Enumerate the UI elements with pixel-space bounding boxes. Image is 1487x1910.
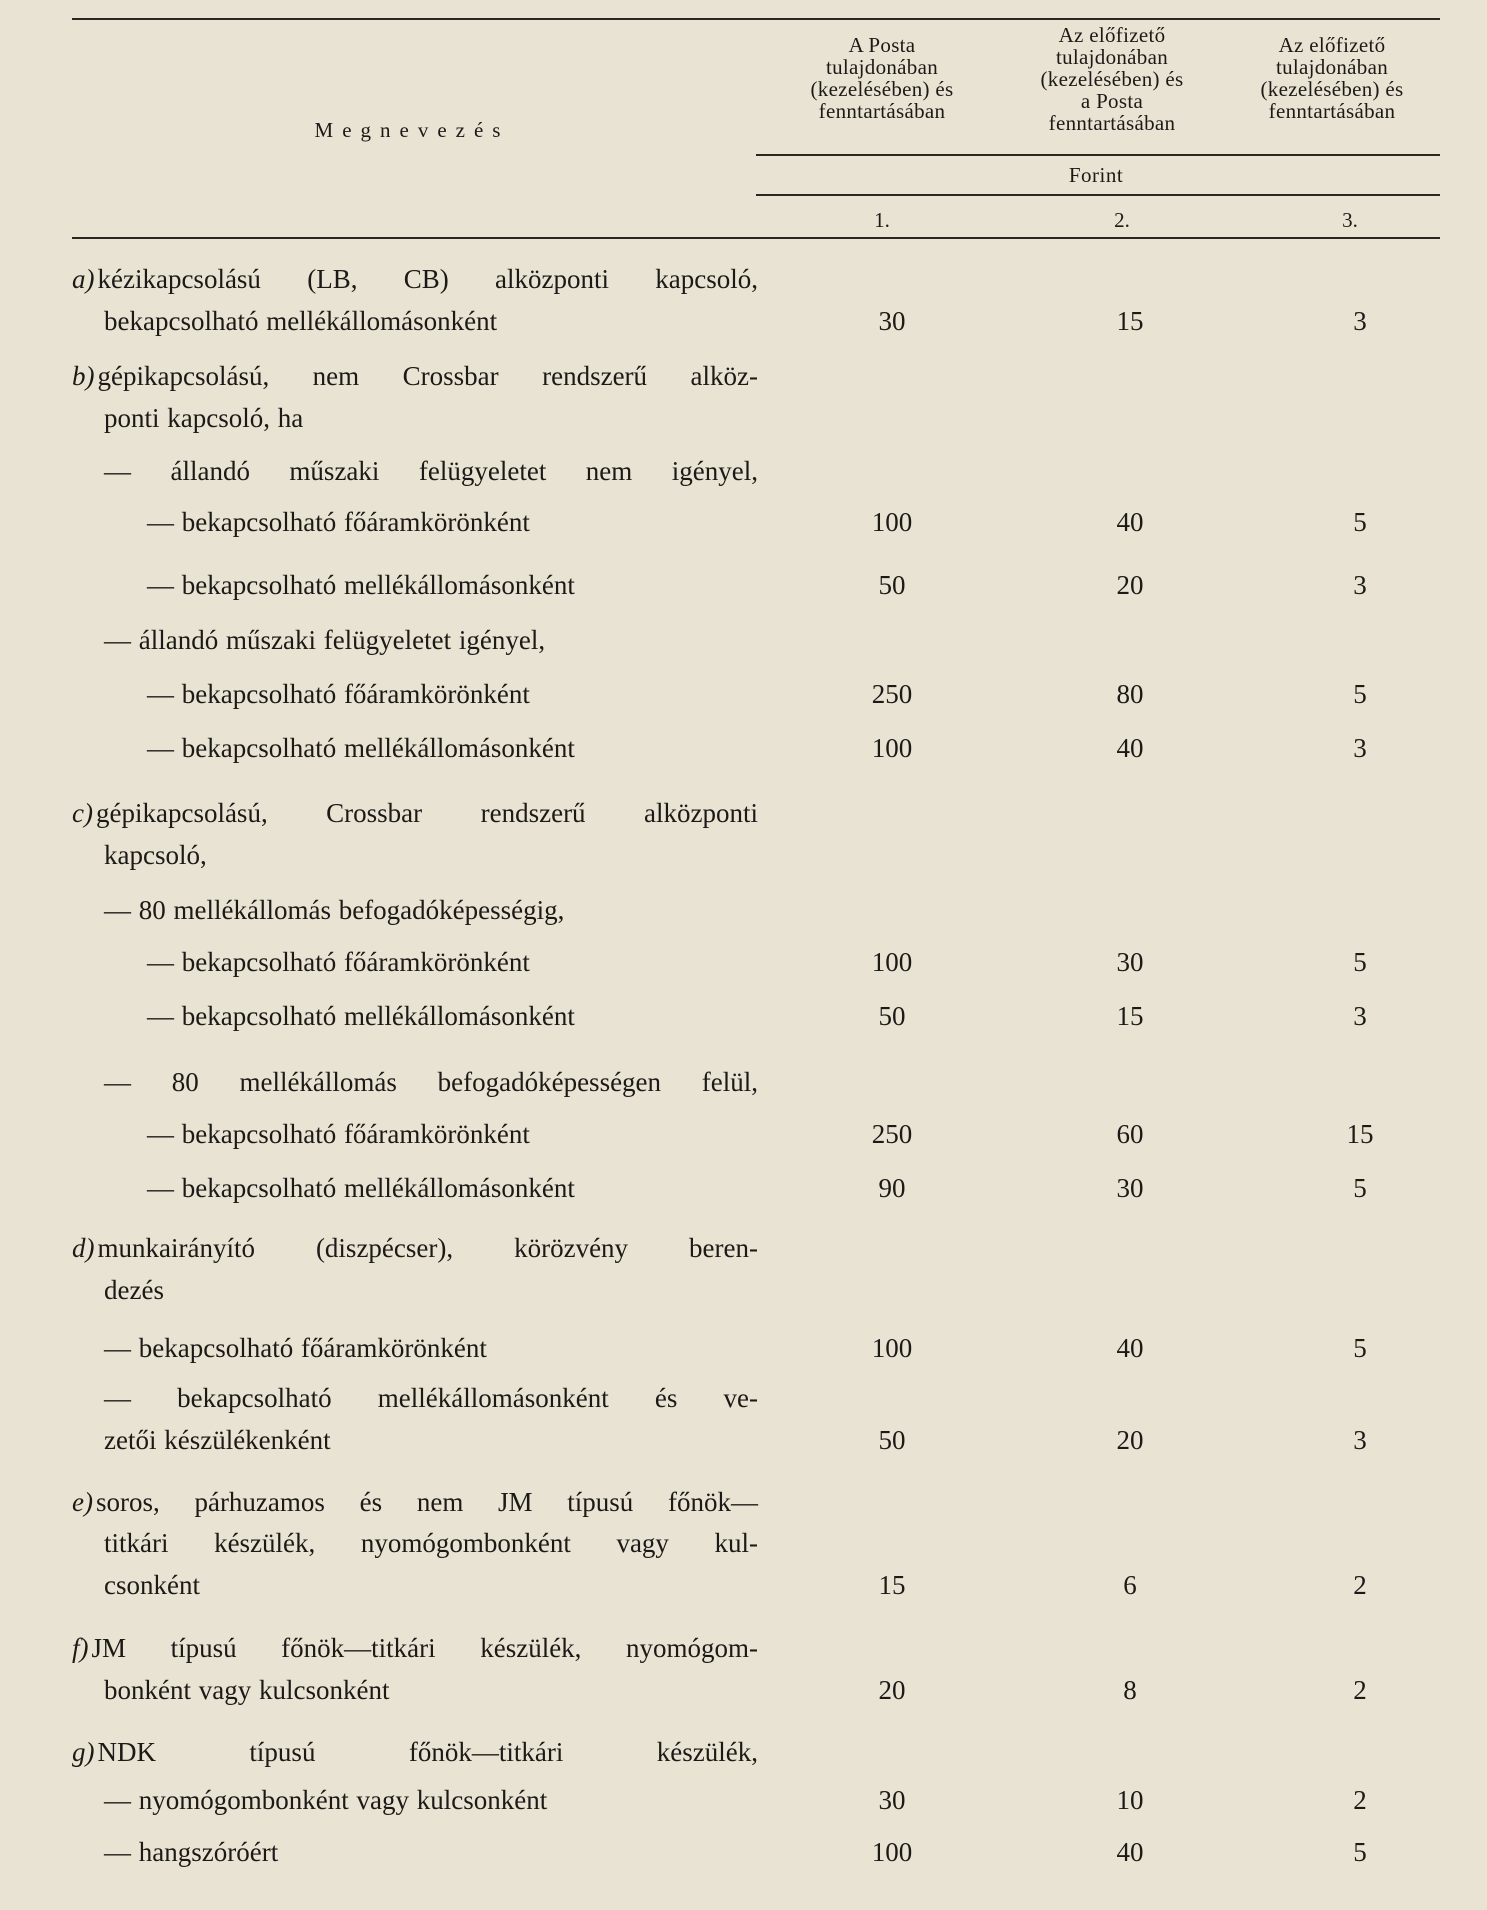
row-text: — bekapcsolható főáramkörönként bbox=[104, 1333, 487, 1363]
value-col3: 2 bbox=[1353, 1675, 1367, 1705]
value-col1: 30 bbox=[878, 306, 906, 336]
table-row bbox=[72, 259, 1440, 299]
table-row bbox=[72, 1565, 1440, 1605]
table-row bbox=[72, 1328, 1440, 1368]
row-label bbox=[147, 1168, 758, 1208]
header-col1: A Posta tulajdonában (kezelésében) és fenntartásában bbox=[810, 33, 954, 123]
row-text: zetői készülékenként bbox=[104, 1425, 331, 1455]
row-text: — bekapcsolható mellékállomásonként bbox=[147, 1001, 575, 1031]
column-number-3: 3. bbox=[1342, 208, 1358, 232]
table-row bbox=[72, 1378, 1440, 1418]
value-col1: 15 bbox=[878, 1570, 906, 1600]
row-text: NDK típusú főnök—titkári készülék, bbox=[97, 1737, 758, 1767]
value-col2: 20 bbox=[1116, 570, 1144, 600]
row-text: — 80 mellékállomás befogadóképességen felül, bbox=[104, 1067, 758, 1097]
value-col2: 40 bbox=[1116, 1837, 1144, 1867]
value-col2: 40 bbox=[1116, 507, 1144, 537]
row-text: bonként vagy kulcsonként bbox=[104, 1675, 390, 1705]
row-label bbox=[72, 356, 758, 396]
table-row bbox=[72, 1670, 1440, 1710]
table-row bbox=[72, 1168, 1440, 1208]
row-text: — bekapcsolható mellékállomásonként és ve- bbox=[104, 1383, 758, 1413]
value-col1: 100 bbox=[871, 947, 913, 977]
row-label bbox=[147, 565, 758, 605]
table-row bbox=[72, 1062, 1440, 1102]
row-text: csonként bbox=[104, 1570, 200, 1600]
row-label bbox=[104, 620, 758, 660]
header-name-column: Megnevezés bbox=[314, 118, 510, 142]
item-marker: b) bbox=[72, 361, 95, 391]
row-text: — bekapcsolható főáramkörönként bbox=[147, 947, 530, 977]
tariff-table bbox=[72, 18, 1440, 1898]
row-label bbox=[104, 1670, 758, 1710]
table-row bbox=[72, 996, 1440, 1036]
item-marker: f) bbox=[72, 1633, 89, 1663]
value-col3: 5 bbox=[1353, 1333, 1367, 1363]
column-number-2: 2. bbox=[1114, 208, 1130, 232]
row-label bbox=[72, 1628, 758, 1668]
row-text: — hangszóróért bbox=[104, 1837, 279, 1867]
row-text: — bekapcsolható főáramkörönként bbox=[147, 1119, 530, 1149]
row-label bbox=[104, 1832, 758, 1872]
value-col3: 3 bbox=[1353, 733, 1367, 763]
row-label bbox=[104, 1523, 758, 1563]
value-col1: 50 bbox=[878, 570, 906, 600]
table-row bbox=[72, 835, 1440, 875]
table-row bbox=[72, 1523, 1440, 1563]
item-marker: a) bbox=[72, 264, 95, 294]
value-col3: 15 bbox=[1346, 1119, 1374, 1149]
table-row bbox=[72, 620, 1440, 660]
row-label bbox=[72, 793, 758, 833]
table-row bbox=[72, 942, 1440, 982]
row-label bbox=[104, 890, 758, 930]
row-text: — bekapcsolható főáramkörönként bbox=[147, 507, 530, 537]
value-col1: 100 bbox=[871, 1837, 913, 1867]
row-text: — 80 mellékállomás befogadóképességig, bbox=[104, 895, 565, 925]
header-col3: Az előfizető tulajdonában (kezelésében) és fenntartásában bbox=[1260, 33, 1404, 123]
row-label bbox=[72, 259, 758, 299]
row-text: — bekapcsolható mellékállomásonként bbox=[147, 1173, 575, 1203]
row-label bbox=[72, 1228, 758, 1268]
table-row bbox=[72, 1114, 1440, 1154]
value-col2: 60 bbox=[1116, 1119, 1144, 1149]
table-row bbox=[72, 1628, 1440, 1668]
value-col2: 30 bbox=[1116, 1173, 1144, 1203]
header-bottom-rule bbox=[72, 237, 1440, 239]
row-label bbox=[72, 1732, 758, 1772]
value-col1: 50 bbox=[878, 1425, 906, 1455]
row-label bbox=[104, 1270, 758, 1310]
value-col2: 6 bbox=[1123, 1570, 1137, 1600]
row-label bbox=[147, 728, 758, 768]
row-text: — állandó műszaki felügyeletet igényel, bbox=[104, 625, 546, 655]
value-col3: 3 bbox=[1353, 570, 1367, 600]
value-col3: 5 bbox=[1353, 507, 1367, 537]
row-text: — bekapcsolható mellékállomásonként bbox=[147, 570, 575, 600]
table-row bbox=[72, 356, 1440, 396]
value-col1: 250 bbox=[871, 1119, 913, 1149]
header-unit-rule bbox=[756, 194, 1440, 196]
unit-label: Forint bbox=[1068, 163, 1124, 187]
row-label bbox=[104, 1062, 758, 1102]
value-col2: 80 bbox=[1116, 679, 1144, 709]
row-text: dezés bbox=[104, 1275, 164, 1305]
row-text: bekapcsolható mellékállomásonként bbox=[104, 306, 498, 336]
value-col1: 30 bbox=[878, 1785, 906, 1815]
row-text: gépikapcsolású, Crossbar rendszerű alközponti bbox=[95, 798, 758, 828]
row-label bbox=[147, 502, 758, 542]
table-row bbox=[72, 1420, 1440, 1460]
row-text: kapcsoló, bbox=[104, 840, 207, 870]
row-text: — állandó műszaki felügyeletet nem igényel, bbox=[104, 456, 758, 486]
value-col1: 50 bbox=[878, 1001, 906, 1031]
row-label bbox=[104, 835, 758, 875]
table-row bbox=[72, 1832, 1440, 1872]
value-col1: 20 bbox=[878, 1675, 906, 1705]
value-col2: 15 bbox=[1116, 1001, 1144, 1031]
top-rule bbox=[72, 18, 1440, 20]
value-col3: 5 bbox=[1353, 1837, 1367, 1867]
table-row bbox=[72, 451, 1440, 491]
row-text: titkári készülék, nyomógombonként vagy kul- bbox=[104, 1528, 758, 1558]
item-marker: c) bbox=[72, 798, 93, 828]
table-row bbox=[72, 793, 1440, 833]
value-col3: 5 bbox=[1353, 679, 1367, 709]
table-row bbox=[72, 1482, 1440, 1522]
row-label bbox=[72, 1482, 758, 1522]
row-label bbox=[147, 996, 758, 1036]
header-col2: Az előfizető tulajdonában (kezelésében) és a Posta fenntartásában bbox=[1040, 23, 1184, 135]
item-marker: d) bbox=[72, 1233, 95, 1263]
value-col3: 3 bbox=[1353, 1001, 1367, 1031]
row-label bbox=[104, 1378, 758, 1418]
row-label bbox=[104, 1420, 758, 1460]
row-text: — bekapcsolható főáramkörönként bbox=[147, 679, 530, 709]
row-text: — nyomógombonként vagy kulcsonként bbox=[104, 1785, 548, 1815]
column-number-1: 1. bbox=[874, 208, 890, 232]
row-label bbox=[104, 301, 758, 341]
row-label bbox=[104, 1328, 758, 1368]
table-row bbox=[72, 1780, 1440, 1820]
row-text: JM típusú főnök—titkári készülék, nyomógom- bbox=[91, 1633, 758, 1663]
value-col2: 15 bbox=[1116, 306, 1144, 336]
row-label bbox=[104, 451, 758, 491]
value-col1: 100 bbox=[871, 507, 913, 537]
row-text: munkairányító (diszpécser), körözvény beren- bbox=[97, 1233, 758, 1263]
row-text: ponti kapcsoló, ha bbox=[104, 403, 304, 433]
row-label bbox=[104, 1565, 758, 1605]
value-col2: 10 bbox=[1116, 1785, 1144, 1815]
value-col2: 30 bbox=[1116, 947, 1144, 977]
value-col3: 3 bbox=[1353, 306, 1367, 336]
row-label bbox=[147, 1114, 758, 1154]
item-marker: e) bbox=[72, 1487, 93, 1517]
table-row bbox=[72, 1732, 1440, 1772]
value-col2: 40 bbox=[1116, 733, 1144, 763]
value-col1: 250 bbox=[871, 679, 913, 709]
table-row bbox=[72, 674, 1440, 714]
row-text: soros, párhuzamos és nem JM típusú főnök— bbox=[95, 1487, 758, 1517]
row-text: — bekapcsolható mellékállomásonként bbox=[147, 733, 575, 763]
value-col2: 8 bbox=[1123, 1675, 1137, 1705]
row-label bbox=[147, 942, 758, 982]
row-text: kézikapcsolású (LB, CB) alközponti kapcsoló, bbox=[97, 264, 758, 294]
table-row bbox=[72, 1228, 1440, 1268]
row-text: gépikapcsolású, nem Crossbar rendszerű alköz- bbox=[97, 361, 758, 391]
row-label bbox=[104, 398, 758, 438]
table-row bbox=[72, 301, 1440, 341]
row-label bbox=[104, 1780, 758, 1820]
header-mid-rule bbox=[756, 154, 1440, 156]
value-col2: 40 bbox=[1116, 1333, 1144, 1363]
table-row bbox=[72, 502, 1440, 542]
value-col1: 100 bbox=[871, 1333, 913, 1363]
item-marker: g) bbox=[72, 1737, 95, 1767]
table-row bbox=[72, 728, 1440, 768]
value-col3: 5 bbox=[1353, 947, 1367, 977]
value-col1: 90 bbox=[878, 1173, 906, 1203]
value-col3: 2 bbox=[1353, 1785, 1367, 1815]
value-col2: 20 bbox=[1116, 1425, 1144, 1455]
value-col1: 100 bbox=[871, 733, 913, 763]
value-col3: 3 bbox=[1353, 1425, 1367, 1455]
row-label bbox=[147, 674, 758, 714]
table-row bbox=[72, 565, 1440, 605]
table-row bbox=[72, 1270, 1440, 1310]
value-col3: 5 bbox=[1353, 1173, 1367, 1203]
value-col3: 2 bbox=[1353, 1570, 1367, 1600]
table-row bbox=[72, 890, 1440, 930]
table-row bbox=[72, 398, 1440, 438]
